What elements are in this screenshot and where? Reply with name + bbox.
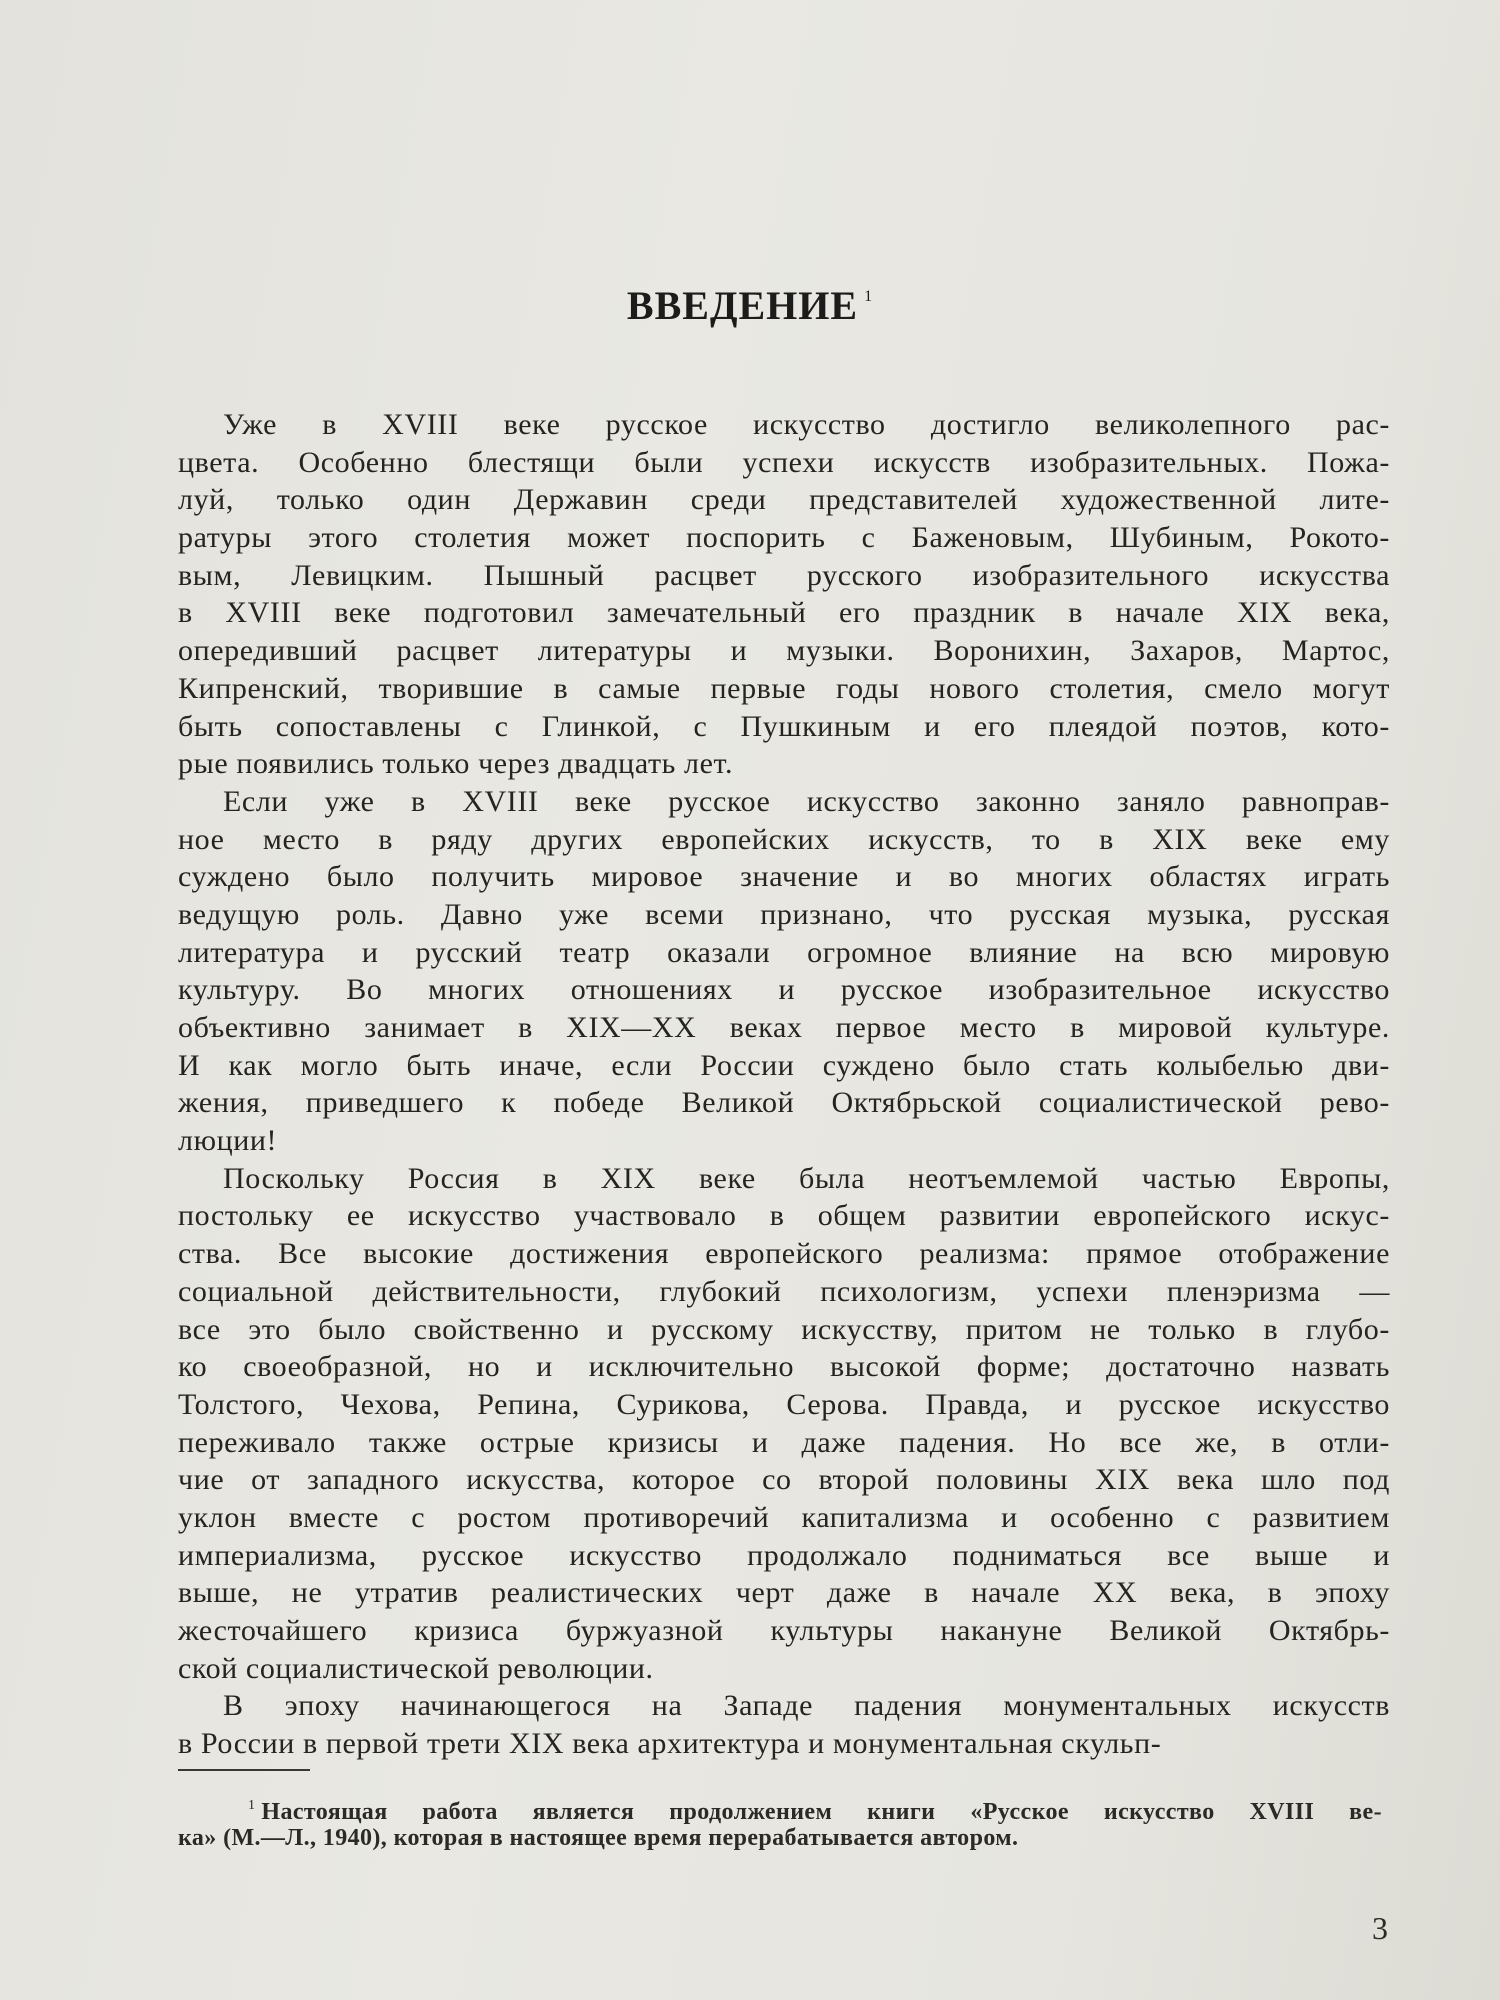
- footnote-line: [178, 1790, 1382, 1825]
- paragraph-2-line: ное место в ряду других европейских искусств, то в XIX веке ему: [178, 822, 1390, 856]
- paragraph-4-line: в России в первой трети XIX века архитектура и монументальная скульп-: [178, 1727, 1162, 1761]
- paragraph-4-line: В эпоху начинающегося на Западе падения монументальных искусств: [223, 1689, 1390, 1723]
- paragraph-2-line: жения, приведшего к победе Великой Октябрьской социалистической рево-: [178, 1086, 1390, 1120]
- paragraph-3-line: жесточайшего кризиса буржуазной культуры накануне Великой Октябрь-: [178, 1614, 1390, 1647]
- paragraph-1-line: вым, Левицким. Пышный расцвет русского изобразительного искусства: [178, 558, 1390, 592]
- paragraph-3-line: выше, не утратив реалистических черт даже в начале XX века, в эпоху: [178, 1576, 1390, 1610]
- paragraph-3-line: Поскольку Россия в XIX веке была неотъемлемой частью Европы,: [223, 1161, 1390, 1195]
- paragraph-3-line: Толстого, Чехова, Репина, Сурикова, Серова. Правда, и русское искусство: [178, 1387, 1390, 1421]
- chapter-title: [0, 282, 1500, 329]
- paragraph-1-line: рые появились только через двадцать лет.: [178, 747, 734, 781]
- paragraph-3-line: все это было свойственно и русскому искусству, притом не только в глубо-: [178, 1312, 1390, 1346]
- paragraph-2-line: люции!: [178, 1124, 278, 1158]
- paragraph-2-line: литература и русский театр оказали огромное влияние на всю мировую: [178, 935, 1390, 969]
- paragraph-3-line: чие от западного искусства, которое со второй половины XIX века шло под: [178, 1463, 1390, 1497]
- paragraph-1-line: опередивший расцвет литературы и музыки. Воронихин, Захаров, Мартос,: [178, 634, 1390, 668]
- paragraph-3-line: империализма, русское искусство продолжало подниматься все выше и: [178, 1538, 1390, 1572]
- paragraph-1-line: луй, только один Державин среди представителей художественной лите-: [178, 483, 1390, 517]
- paragraph-3-line: переживало также острые кризисы и даже падения. Но все же, в отли-: [178, 1425, 1390, 1459]
- paragraph-2-line: культуру. Во многих отношениях и русское изобразительное искусство: [178, 973, 1390, 1007]
- chapter-title-text: ВВЕДЕНИЕ: [626, 283, 859, 328]
- body-text: [178, 406, 1390, 1763]
- paragraph-1-line: ратуры этого столетия может поспорить с Баженовым, Шубиным, Рокото-: [178, 521, 1390, 555]
- paragraph-3-line: социальной действительности, глубокий психологизм, успехи пленэризма —: [178, 1274, 1390, 1308]
- footnote-marker: 1: [248, 1798, 256, 1813]
- paragraph-2-line: суждено было получить мировое значение и во многих областях играть: [178, 860, 1390, 894]
- footnote: [178, 1790, 1382, 1854]
- paragraph-2-line: объективно занимает в XIX—XX веках первое место в мировой культуре.: [178, 1011, 1390, 1044]
- paragraph-1-line: Уже в XVIII веке русское искусство достигло великолепного рас-: [223, 408, 1390, 441]
- paragraph-1-line: Кипренский, творившие в самые первые годы нового столетия, смело могут: [178, 671, 1390, 705]
- paragraph-3-line: ской социалистической революции.: [178, 1651, 654, 1685]
- paragraph-1-line: цвета. Особенно блестящи были успехи искусств изобразительных. Пожа-: [178, 445, 1390, 479]
- paragraph-3-line: уклон вместе с ростом противоречий капитализма и особенно с развитием: [178, 1500, 1390, 1534]
- paragraph-2-line: ведущую роль. Давно уже всеми признано, что русская музыка, русская: [178, 897, 1390, 931]
- paragraph-1-line: в XVIII веке подготовил замечательный его праздник в начале XIX века,: [178, 596, 1390, 630]
- footnote-text: Настоящая работа является продолжением книги «Русское искусство XVIII ве-: [261, 1799, 1382, 1825]
- paragraph-3-line: ства. Все высокие достижения европейского реализма: прямое отображение: [178, 1237, 1390, 1271]
- paragraph-3-line: ко своеобразной, но и исключительно высокой форме; достаточно назвать: [178, 1350, 1390, 1384]
- paragraph-2-line: Если уже в XVIII веке русское искусство законно заняло равноправ-: [223, 784, 1390, 818]
- paragraph-3-line: постольку ее искусство участвовало в общем развитии европейского искус-: [178, 1199, 1390, 1233]
- paragraph-2-line: И как могло быть иначе, если России суждено было стать колыбелью дви-: [178, 1048, 1390, 1082]
- footnote-divider: [178, 1769, 310, 1771]
- footnote-line: ка» (М.—Л., 1940), которая в настоящее время перерабатывается автором.: [178, 1825, 1019, 1851]
- page-number: 3: [1372, 1910, 1388, 1946]
- footnote-ref: 1: [864, 288, 874, 305]
- paragraph-1-line: быть сопоставлены с Глинкой, с Пушкиным и его плеядой поэтов, кото-: [178, 709, 1390, 743]
